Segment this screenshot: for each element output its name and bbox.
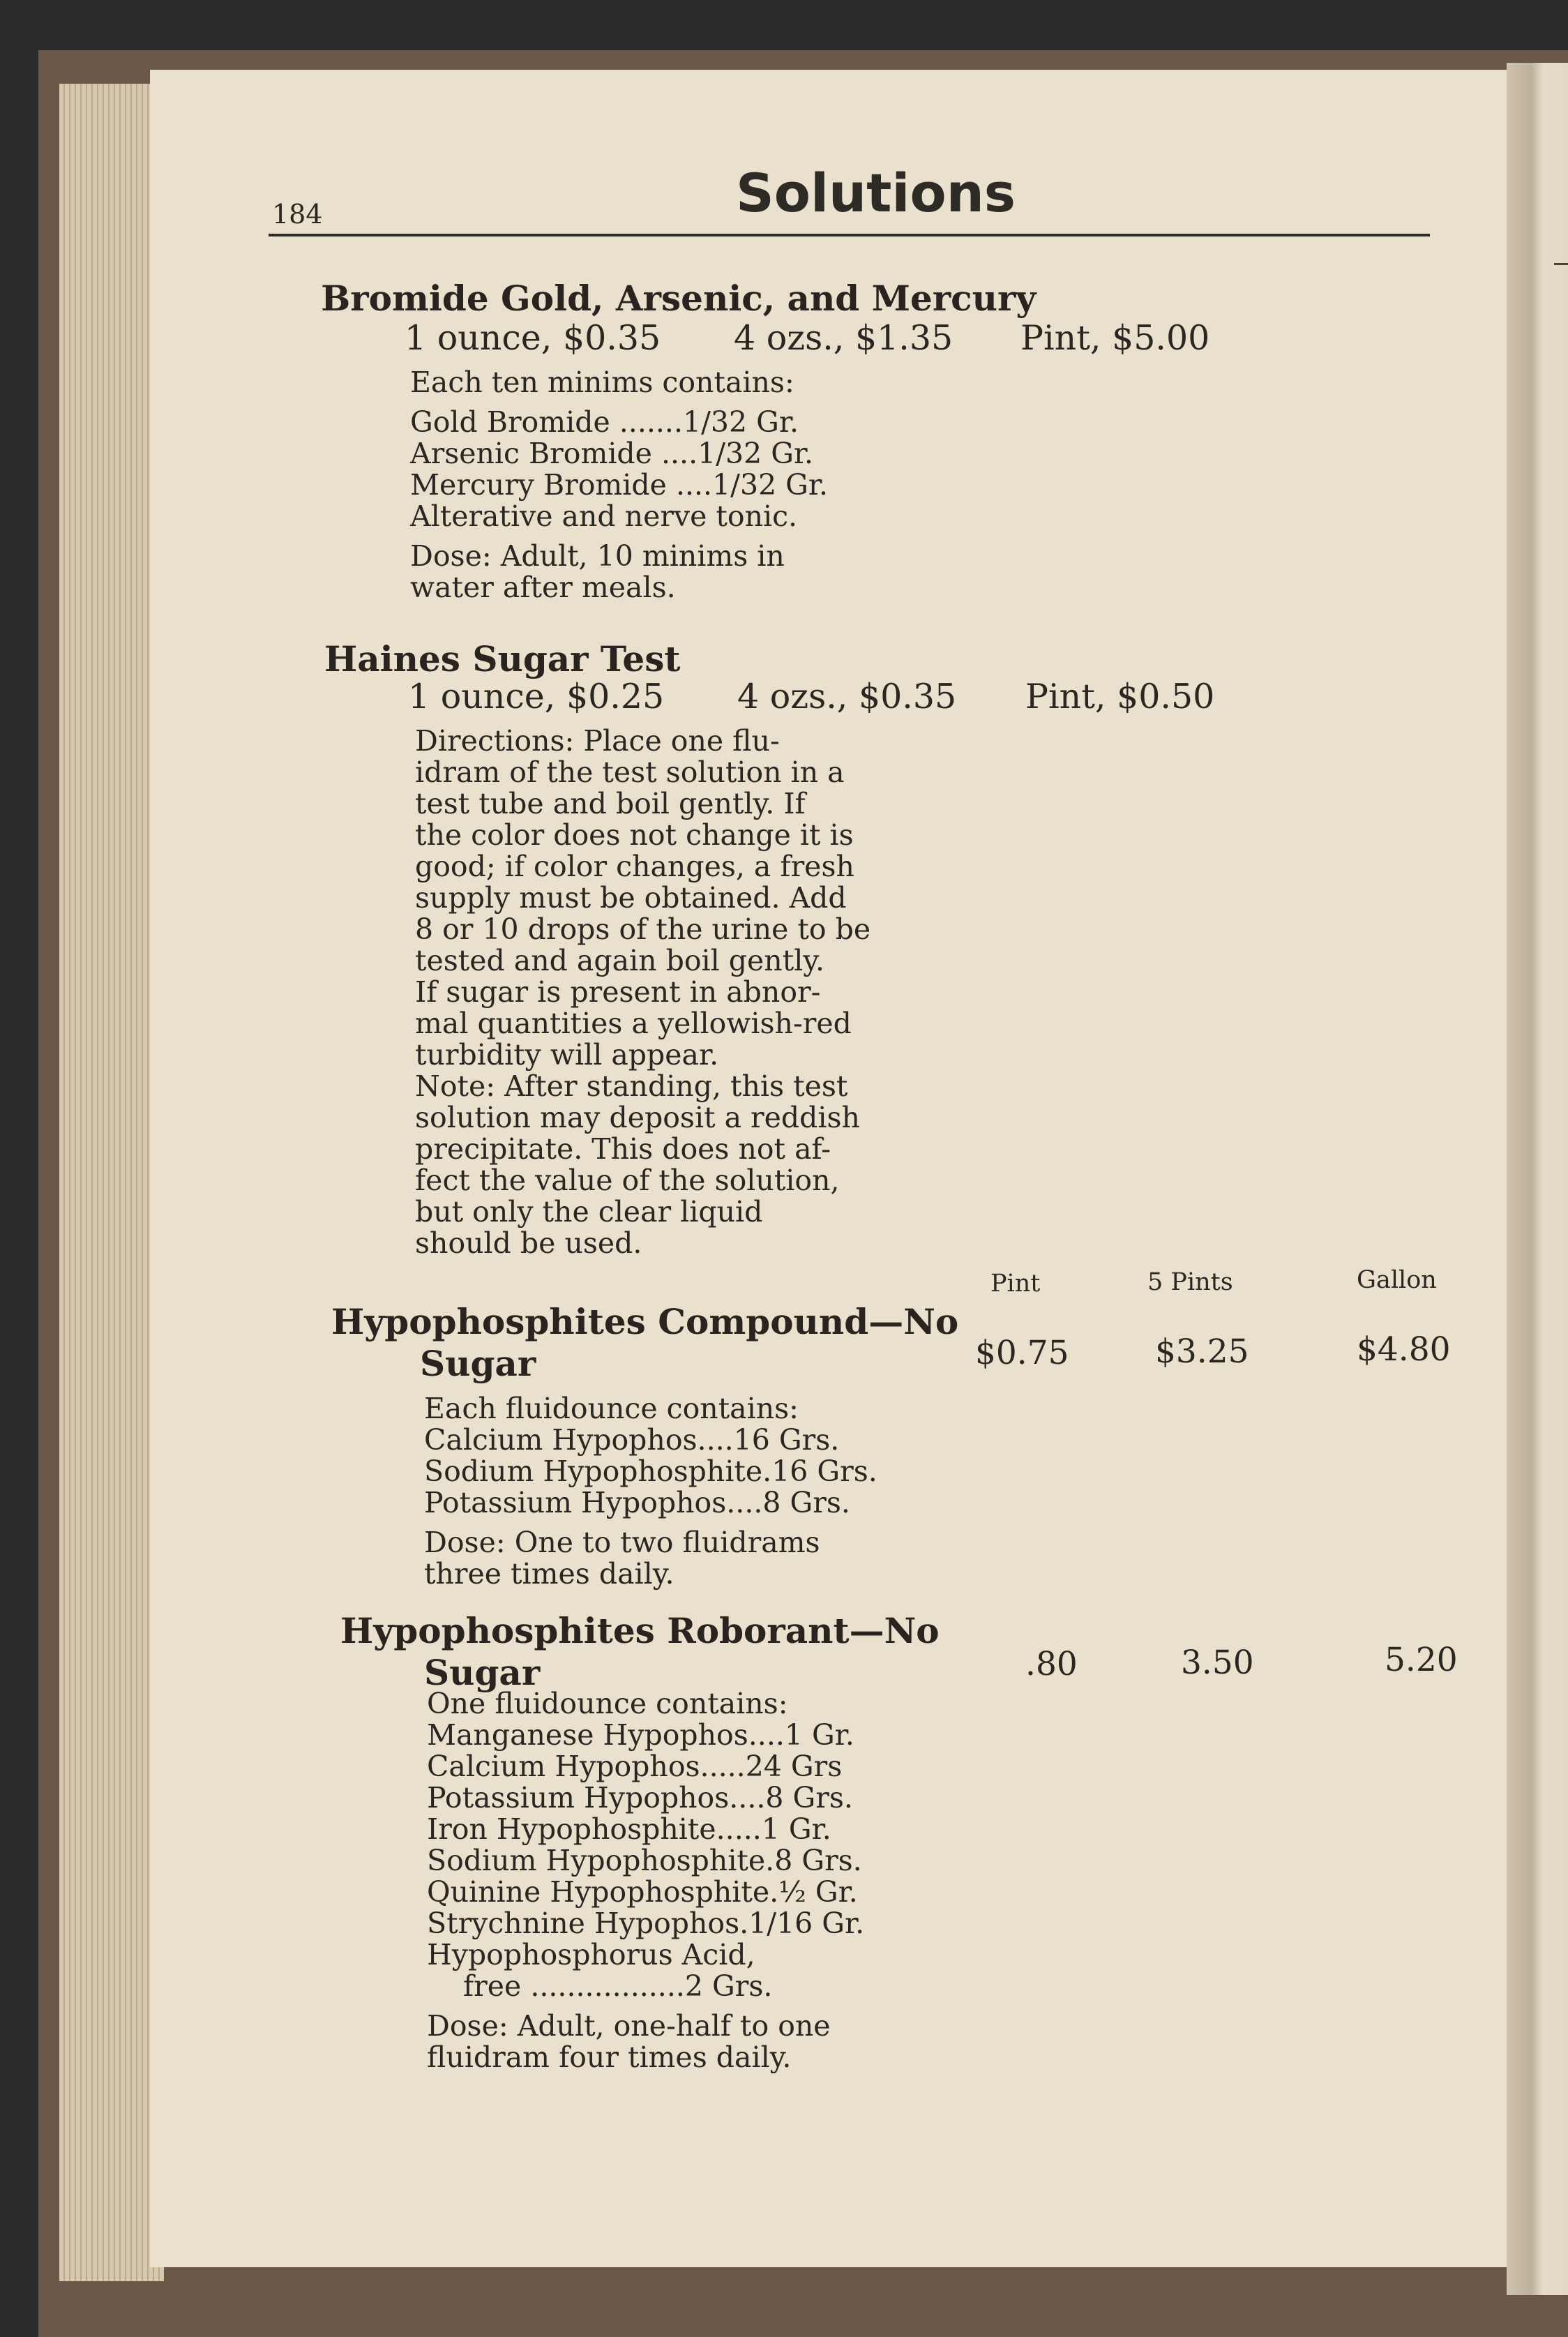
price-pint: Pint, $0.50 (1025, 677, 1215, 716)
text-line: should be used. (415, 1226, 642, 1260)
text-line: Gold Bromide .......1/32 Gr. (410, 405, 799, 439)
text-line: fect the value of the solution, (415, 1164, 840, 1197)
text-line: Dose: One to two fluidrams (424, 1526, 820, 1559)
text-line: mal quantities a yellowish-red (415, 1007, 852, 1040)
text-line: Directions: Place one flu- (415, 724, 780, 758)
price-4ozs: 4 ozs., $0.35 (737, 677, 957, 716)
text-line: Dose: Adult, 10 minims in (410, 539, 785, 573)
entry-title-haines-sugar-test: Haines Sugar Test (324, 638, 681, 679)
price-pint: .80 (1025, 1645, 1078, 1683)
page-number: 184 (272, 199, 323, 230)
text-line: the color does not change it is (415, 818, 854, 852)
text-line: supply must be obtained. Add (415, 881, 847, 915)
text-line: test tube and boil gently. If (415, 787, 806, 820)
text-line: Mercury Bromide ....1/32 Gr. (410, 468, 829, 502)
text-line: If sugar is present in abnor- (415, 975, 821, 1009)
price-5-pints: $3.25 (1155, 1332, 1249, 1371)
entry-title-hypophosphites-roborant: Hypophosphites Roborant—No (340, 1610, 940, 1651)
price-gallon: 5.20 (1385, 1641, 1458, 1679)
text-line (427, 1971, 864, 2002)
entry-contents (427, 1688, 864, 2073)
column-header-5-pints: 5 Pints (1147, 1268, 1233, 1296)
text-line: water after meals. (410, 571, 676, 604)
header-rule (269, 234, 1430, 236)
text-line: Dose: Adult, one-half to one (427, 2009, 831, 2043)
text-line: Iron Hypophosphite.....1 Gr. (427, 1812, 831, 1846)
text-line: Quinine Hypophosphite.½ Gr. (427, 1875, 858, 1909)
text-line: Calcium Hypophos....16 Grs. (424, 1423, 840, 1457)
text-line: turbidity will appear. (415, 1038, 719, 1072)
text-line: Note: After standing, this test (415, 1069, 848, 1103)
text-line: Sodium Hypophosphite.16 Grs. (424, 1455, 877, 1488)
column-header-pint: Pint (990, 1270, 1041, 1298)
text-line: Alterative and nerve tonic. (410, 499, 798, 533)
text-line: Strychnine Hypophos.1/16 Gr. (427, 1907, 865, 1940)
text-line: fluidram four times daily. (427, 2041, 792, 2074)
text-line: Potassium Hypophos....8 Grs. (427, 1781, 853, 1814)
text-line: solution may deposit a reddish (415, 1101, 860, 1134)
price-ounce: 1 ounce, $0.25 (408, 677, 665, 716)
price-5-pints: 3.50 (1181, 1644, 1254, 1682)
text-line: Each ten minims contains: (410, 366, 794, 399)
text-line: but only the clear liquid (415, 1195, 763, 1228)
text-line: Calcium Hypophos.....24 Grs (427, 1750, 843, 1783)
entry-title-continued: Sugar (424, 1652, 541, 1693)
text-line: Manganese Hypophos....1 Gr. (427, 1718, 854, 1752)
text-line: tested and again boil gently. (415, 944, 825, 977)
text-line-indented: free .................2 Grs. (463, 1969, 773, 2003)
page-title: Solutions (736, 162, 1016, 224)
text-line: Hypophosphorus Acid, (427, 1938, 755, 1971)
entry-title-continued: Sugar (420, 1343, 536, 1384)
text-line: 8 or 10 drops of the urine to be (415, 912, 871, 946)
text-line: Sodium Hypophosphite.8 Grs. (427, 1844, 862, 1877)
next-page-rule (1554, 263, 1568, 265)
page-gutter (1507, 63, 1568, 2295)
column-header-gallon: Gallon (1357, 1266, 1437, 1294)
entry-description (410, 367, 828, 603)
entry-directions (415, 726, 870, 1259)
entry-title-hypophosphites-compound: Hypophosphites Compound—No (331, 1301, 959, 1342)
entry-title-bromide-gold: Bromide Gold, Arsenic, and Mercury (321, 278, 1036, 319)
text-line: Each fluidounce contains: (424, 1392, 799, 1425)
text-line: Arsenic Bromide ....1/32 Gr. (410, 437, 814, 470)
price-ounce: 1 ounce, $0.35 (405, 318, 661, 358)
price-4ozs: 4 ozs., $1.35 (734, 318, 953, 358)
entry-contents (424, 1393, 877, 1590)
text-line: Potassium Hypophos....8 Grs. (424, 1486, 850, 1519)
text-line: three times daily. (424, 1557, 674, 1591)
page-edges (59, 84, 164, 2281)
text-line: good; if color changes, a fresh (415, 850, 854, 883)
price-gallon: $4.80 (1357, 1330, 1451, 1369)
price-pint: $0.75 (975, 1334, 1069, 1372)
text-line: One fluidounce contains: (427, 1687, 788, 1720)
text-line: idram of the test solution in a (415, 756, 845, 789)
text-line: precipitate. This does not af- (415, 1132, 831, 1166)
price-pint: Pint, $5.00 (1020, 318, 1210, 358)
